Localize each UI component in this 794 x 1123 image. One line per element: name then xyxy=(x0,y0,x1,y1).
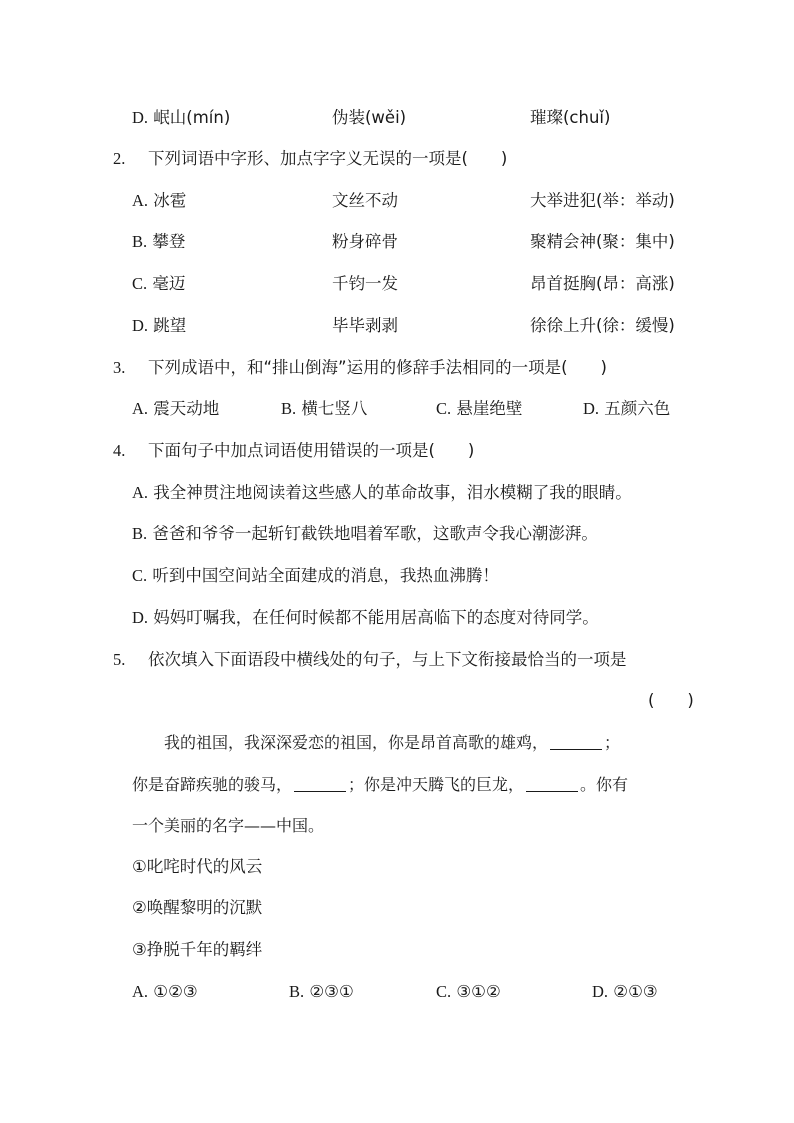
passage-line-2 xyxy=(0,770,794,800)
passage-text: 。你有 xyxy=(580,775,629,794)
q5-options xyxy=(0,977,794,1007)
option-text: 我全神贯注地阅读着这些感人的革命故事，泪水模糊了我的眼睛。 xyxy=(153,483,632,502)
option-item: 昂首挺胸(昂：高涨) xyxy=(530,274,675,293)
passage-text: ；你是冲天腾飞的巨龙， xyxy=(348,775,525,794)
fill-blank-2[interactable] xyxy=(294,773,346,792)
option-text: ③①② xyxy=(456,982,501,1001)
passage-text: 一个美丽的名字——中国。 xyxy=(132,816,325,835)
option-text: 横七竖八 xyxy=(301,399,368,418)
option-letter: D. xyxy=(132,608,149,627)
option-letter: C. xyxy=(132,566,148,585)
option-letter: A. xyxy=(132,982,149,1001)
option-letter: D. xyxy=(132,316,149,335)
q5-choice-3 xyxy=(0,935,794,965)
question-4 xyxy=(0,436,794,466)
option-text: 震天动地 xyxy=(153,399,220,418)
q5-bracket-line xyxy=(0,686,794,716)
option-item: 大举进犯(举：举动) xyxy=(530,191,675,210)
question-text: 下面句子中加点词语使用错误的一项是( ) xyxy=(148,441,475,460)
q4-option-a xyxy=(0,478,794,508)
option-letter: D. xyxy=(583,399,600,418)
question-2 xyxy=(0,144,794,174)
question-number: 5. xyxy=(113,650,126,669)
q1-option-d xyxy=(0,103,794,133)
q5-choice-2 xyxy=(0,893,794,923)
option-item: 聚精会神(聚：集中) xyxy=(530,232,675,251)
passage-line-1 xyxy=(0,728,794,758)
option-text: 爸爸和爷爷一起斩钉截铁地唱着军歌，这歌声令我心潮澎湃。 xyxy=(152,524,598,543)
option-text: ②③① xyxy=(309,982,354,1001)
option-letter: C. xyxy=(436,399,452,418)
q4-option-b xyxy=(0,519,794,549)
q2-option-a xyxy=(0,186,794,216)
option-item: 徐徐上升(徐：缓慢) xyxy=(530,316,675,335)
question-text: 下列成语中，和“排山倒海”运用的修辞手法相同的一项是( ) xyxy=(148,358,607,377)
choice-text: ①叱咤时代的风云 xyxy=(132,857,263,876)
passage-line-3 xyxy=(0,811,794,841)
choice-text: ③挣脱千年的羁绊 xyxy=(132,940,263,959)
fill-blank-3[interactable] xyxy=(526,773,578,792)
option-text: 妈妈叮嘱我，在任何时候都不能用居高临下的态度对待同学。 xyxy=(153,608,599,627)
question-5 xyxy=(0,645,794,675)
question-number: 2. xyxy=(113,149,126,168)
option-letter: D. xyxy=(592,982,609,1001)
option-letter: B. xyxy=(281,399,297,418)
option-item: 毫迈 xyxy=(152,274,186,293)
option-letter: C. xyxy=(132,274,148,293)
question-text: 依次填入下面语段中横线处的句子，与上下文衔接最恰当的一项是 xyxy=(148,650,627,669)
option-letter: D. xyxy=(132,108,149,127)
q4-option-c xyxy=(0,561,794,591)
option-item: 跳望 xyxy=(153,316,187,335)
fill-blank-1[interactable] xyxy=(550,731,602,750)
option-text: 悬崖绝壁 xyxy=(456,399,523,418)
option-text: ①②③ xyxy=(153,982,198,1001)
q2-option-b xyxy=(0,227,794,257)
option-item: 毕毕剥剥 xyxy=(332,316,398,335)
option-item: 粉身碎骨 xyxy=(332,232,398,251)
question-3 xyxy=(0,353,794,383)
q5-choice-1 xyxy=(0,852,794,882)
option-letter: A. xyxy=(132,191,149,210)
q3-options xyxy=(0,394,794,424)
option-letter: A. xyxy=(132,483,149,502)
option-letter: B. xyxy=(289,982,305,1001)
option-item: 千钧一发 xyxy=(332,274,398,293)
option-letter: A. xyxy=(132,399,149,418)
q2-option-c xyxy=(0,269,794,299)
option-text: 听到中国空间站全面建成的消息，我热血沸腾！ xyxy=(152,566,499,585)
option-item: 攀登 xyxy=(152,232,186,251)
option-text: ②①③ xyxy=(613,982,658,1001)
choice-text: ②唤醒黎明的沉默 xyxy=(132,898,263,917)
option-text: 五颜六色 xyxy=(604,399,671,418)
q2-option-d xyxy=(0,311,794,341)
option-item: 冰雹 xyxy=(153,191,187,210)
option-letter: B. xyxy=(132,524,148,543)
passage-text: 我的祖国，我深深爱恋的祖国，你是昂首高歌的雄鸡， xyxy=(164,733,549,752)
question-number: 3. xyxy=(113,358,126,377)
option-item: 璀璨(chuǐ) xyxy=(530,108,611,127)
q4-option-d xyxy=(0,603,794,633)
answer-bracket: ( ) xyxy=(648,691,694,710)
option-item: 伪装(wěi) xyxy=(332,108,407,127)
option-letter: C. xyxy=(436,982,452,1001)
passage-text: 你是奋蹄疾驰的骏马， xyxy=(132,775,293,794)
option-item: 岷山(mín) xyxy=(153,108,231,127)
question-text: 下列词语中字形、加点字字义无误的一项是( ) xyxy=(148,149,508,168)
passage-text: ； xyxy=(604,733,621,752)
option-letter: B. xyxy=(132,232,148,251)
option-item: 文丝不动 xyxy=(332,191,398,210)
question-number: 4. xyxy=(113,441,126,460)
